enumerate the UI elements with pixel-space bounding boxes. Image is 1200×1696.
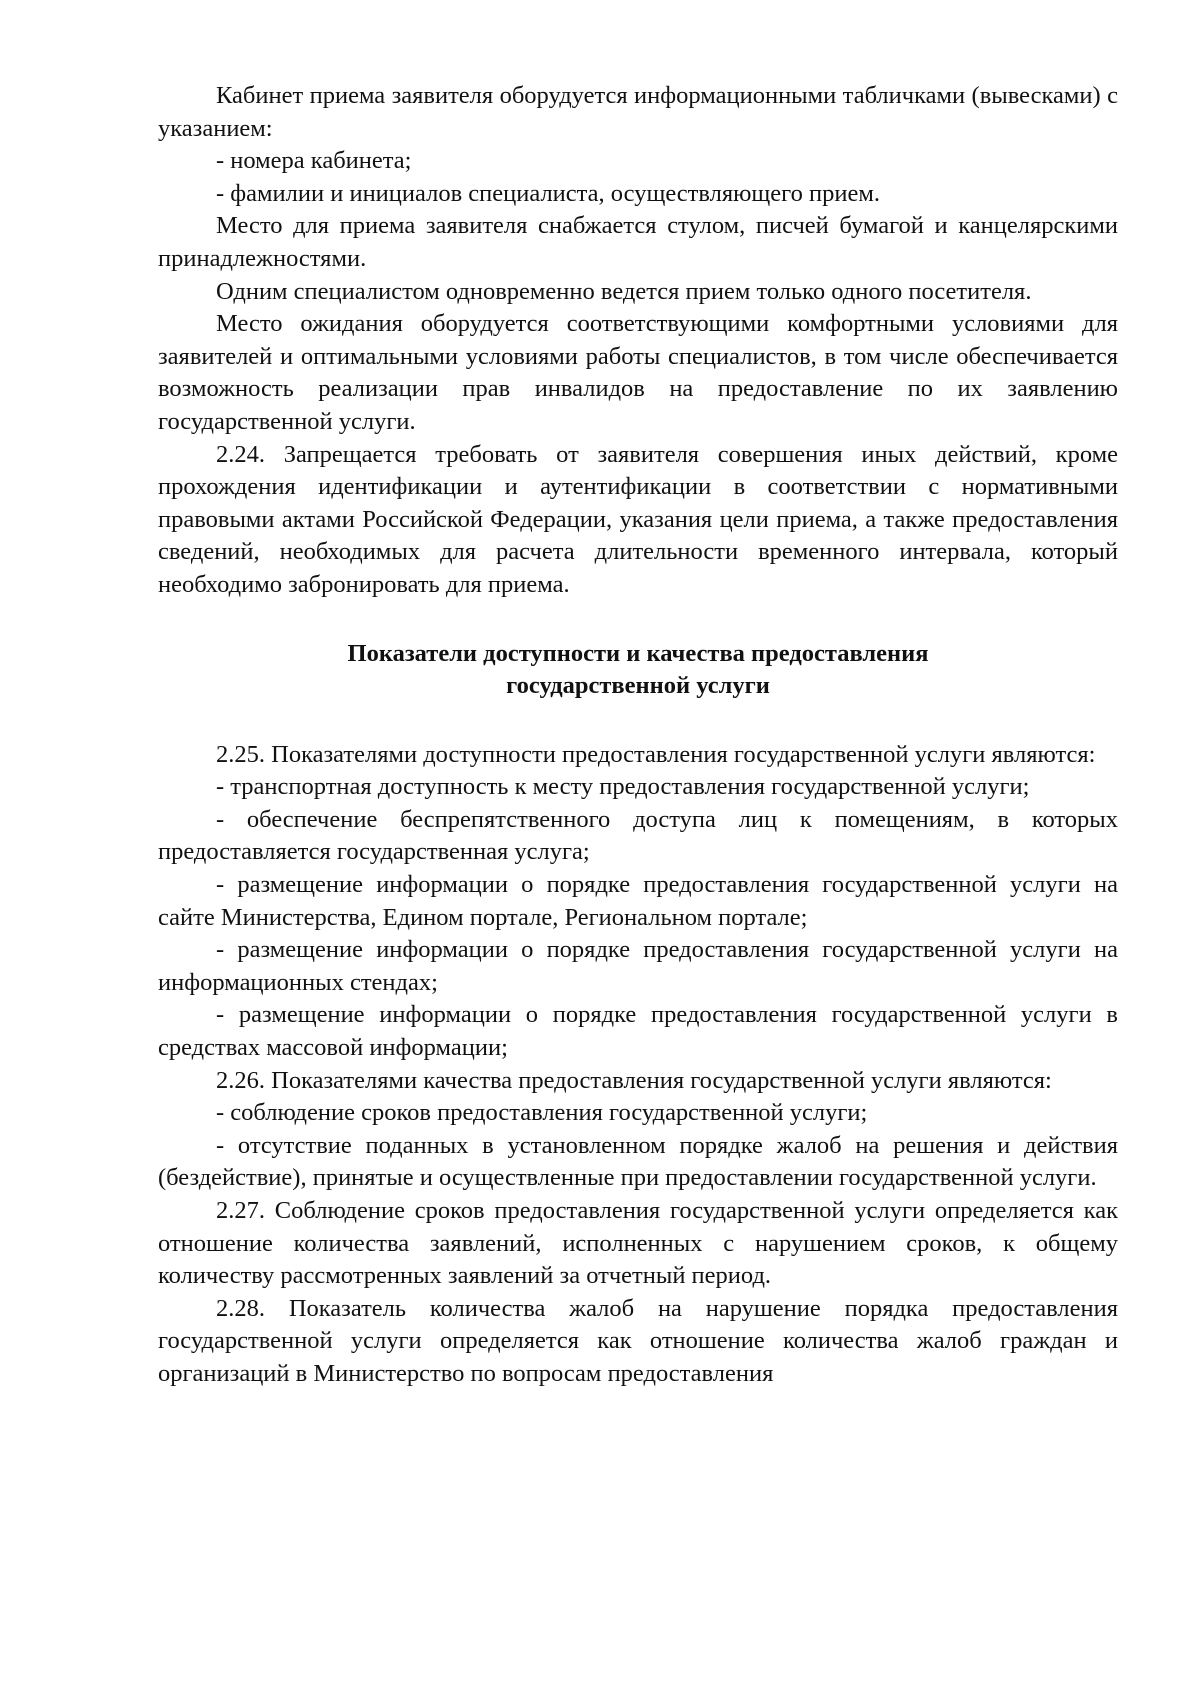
list-item-deadlines: - соблюдение сроков предоставления государственной услуги; (216, 1099, 868, 1127)
paragraph-2-28: 2.28. Показатель количества жалоб на нарушение порядка предоставления государственной услуги определяется как отношение количества жалоб граждан и организаций в Министерство по вопросам предоставления (158, 1294, 1118, 1387)
paragraph-waiting-place: Место ожидания оборудуется соответствующими комфортными условиями для заявителей и оптимальными условиями работы специалистов, в том числе обеспечивается возможность реализации прав инвалидов на предоставление по их заявлению государственной услуги. (158, 310, 1118, 435)
paragraph-2-25: 2.25. Показателями доступности предоставления государственной услуги являются: (216, 740, 1096, 768)
list-item-info-website: - размещение информации о порядке предоставления государственной услуги на сайте Министерства, Едином портале, Региональном портале; (158, 871, 1118, 931)
section-heading-line-1: Показатели доступности и качества предоставления (347, 639, 929, 667)
list-item-transport-access: - транспортная доступность к месту предоставления государственной услуги; (216, 773, 1030, 801)
document-page (158, 80, 1118, 1391)
paragraph-2-24: 2.24. Запрещается требовать от заявителя совершения иных действий, кроме прохождения идентификации и аутентификации в соответствии с нормативными правовыми актами Российской Федерации, указания цели приема, а также предоставления сведений, необходимых для расчета длительности временного интервала, который необходимо забронировать для приема. (158, 440, 1118, 598)
paragraph-2-26: 2.26. Показателями качества предоставления государственной услуги являются: (216, 1066, 1052, 1094)
list-item-cabinet-number: - номера кабинета; (216, 147, 412, 175)
paragraph-reception-place: Место для приема заявителя снабжается стулом, писчей бумагой и канцелярскими принадлежностями. (158, 212, 1118, 272)
list-item-unobstructed-access: - обеспечение беспрепятственного доступа лиц к помещениям, в которых предоставляется государственная услуга; (158, 805, 1118, 866)
paragraph-cabinet-signs: Кабинет приема заявителя оборудуется информационными табличками (вывесками) с указанием: (158, 82, 1118, 142)
list-item-info-stands: - размещение информации о порядке предоставления государственной услуги на информационных стендах; (158, 936, 1118, 996)
list-item-specialist-name: - фамилии и инициалов специалиста, осуществляющего прием. (216, 179, 880, 207)
paragraph-2-27: 2.27. Соблюдение сроков предоставления государственной услуги определяется как отношение количества заявлений, исполненных с нарушением сроков, к общему количеству рассмотренных заявлений за отчетный период. (158, 1197, 1118, 1290)
section-heading (158, 638, 1118, 703)
list-item-no-complaints: - отсутствие поданных в установленном порядке жалоб на решения и действия (бездействие), принятые и осуществленные при предоставлении государственной услуги. (158, 1131, 1118, 1192)
list-item-info-media: - размещение информации о порядке предоставления государственной услуги в средствах массовой информации; (158, 1001, 1118, 1062)
section-heading-line-2: государственной услуги (506, 672, 770, 700)
paragraph-one-visitor: Одним специалистом одновременно ведется прием только одного посетителя. (216, 277, 1032, 305)
